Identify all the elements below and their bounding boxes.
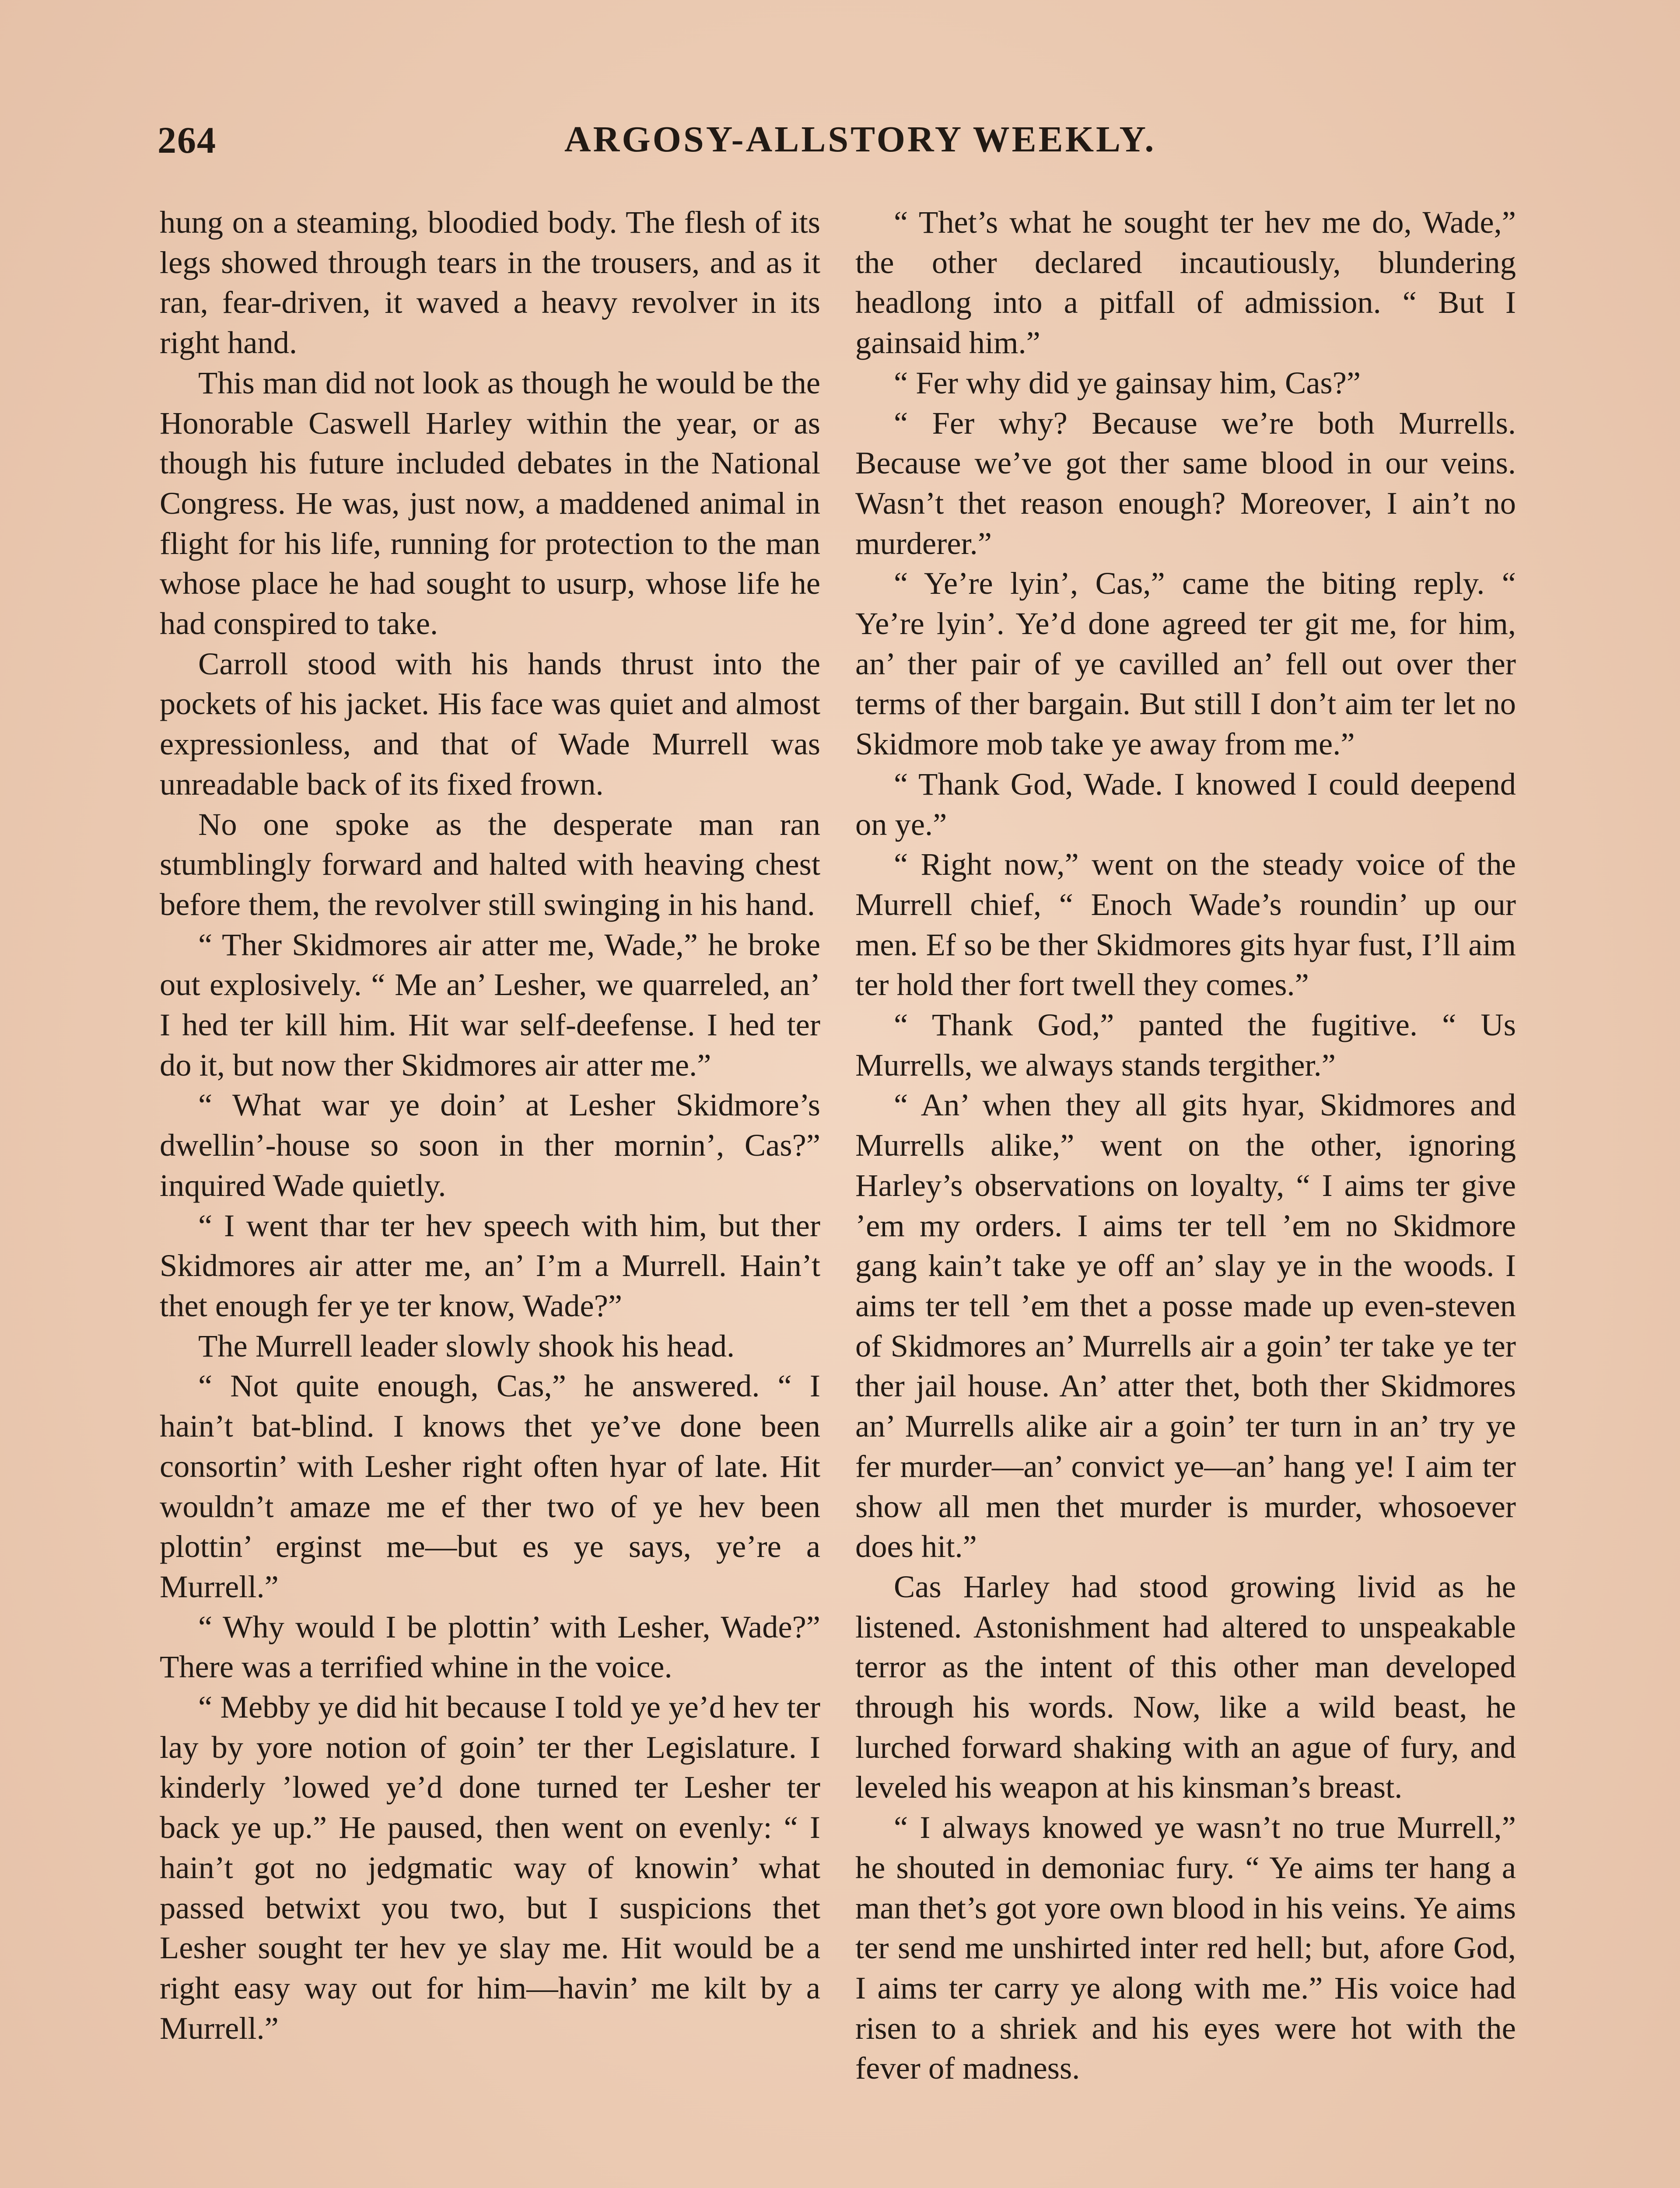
paragraph: “ Fer why did ye gainsay him, Cas?” bbox=[894, 365, 1361, 400]
paragraph: “ Why would I be plottin’ with Lesher, Wade?” There was a terrified whine in the voice. bbox=[160, 1609, 820, 1685]
paragraph: “ I went thar ter hev speech with him, but ther Skidmores air atter me, an’ I’m a Murrell. Hain’t thet enough fer ye ter know, Wade?” bbox=[160, 1207, 820, 1323]
paragraph: The Murrell leader slowly shook his head. bbox=[198, 1328, 735, 1364]
paragraph: “ An’ when they all gits hyar, Skidmores and Murrells alike,” went on the other, ignoring Harley’s observations on loyalty, “ I aims ter give ’em my orders. I aims ter tell ’em no Skidmore gang kain’t take ye off an’ slay ye in the woods. I aims ter tell ’em thet a posse made up even-steven of Skidmores an’ Murrells air a goin’ ter take ye ter ther jail house. An’ atter thet, both ther Skidmores an’ Murrells alike air a goin’ ter turn in an’ try ye fer murder—an’ convict ye—an’ hang ye! I aim ter show all men thet murder is murder, whosoever does hit.” bbox=[855, 1087, 1516, 1564]
paragraph: “ Mebby ye did hit because I told ye ye’d hev ter lay by yore notion of goin’ ter ther Legislature. I kinderly ’lowed ye’d done turned ter Lesher ter back ye up.” He paused, then went on evenly: “ I hain’t got no jedgmatic way of knowin’ what passed betwixt you two, but I suspicions thet Lesher sought ter hev ye slay me. Hit would be a right easy way out for him—havin’ me kilt by a Murrell.” bbox=[160, 1689, 820, 2046]
paragraph: “ Thet’s what he sought ter hev me do, Wade,” the other declared incautiously, blundering headlong into a pitfall of admission. “ But I gainsaid him.” bbox=[855, 204, 1516, 361]
paragraph: “ Ye’re lyin’, Cas,” came the biting reply. “ Ye’re lyin’. Ye’d done agreed ter git me, for him, an’ ther pair of ye cavilled an’ fell out over ther terms of ther bargain. But still I don’t aim ter let no Skidmore mob take ye away from me.” bbox=[855, 565, 1516, 762]
paragraph: “ Right now,” went on the steady voice of the Murrell chief, “ Enoch Wade’s roundin’ up our men. Ef so be ther Skidmores gits hyar fust, I’ll aim ter hold ther fort twell they comes.” bbox=[855, 846, 1516, 1003]
paragraph: “ Thank God,” panted the fugitive. “ Us Murrells, we always stands tergither.” bbox=[855, 1007, 1516, 1083]
paragraph: “ I always knowed ye wasn’t no true Murrell,” he shouted in demoniac fury. “ Ye aims ter hang a man thet’s got yore own blood in his veins. Ye aims ter send me unshirted inter red hell; but, afore God, I aims ter carry ye along with me.” His voice had risen to a shriek and his eyes were hot with the fever of madness. bbox=[855, 1809, 1516, 2086]
paragraph: “ Thank God, Wade. I knowed I could deepend on ye.” bbox=[855, 766, 1516, 842]
paragraph: This man did not look as though he would be the Honorable Caswell Harley within the year, or as though his future included debates in the National Congress. He was, just now, a maddened animal in flight for his life, running for protection to the man whose place he had sought to usurp, whose life he had conspired to take. bbox=[160, 365, 820, 642]
running-title: ARGOSY-ALLSTORY WEEKLY. bbox=[564, 119, 1156, 160]
paragraph: Carroll stood with his hands thrust into the pockets of his jacket. His face was quiet and almost expressionless, and that of Wade Murrell was unreadable back of its fixed frown. bbox=[160, 645, 820, 802]
paragraph: Cas Harley had stood growing livid as he listened. Astonishment had altered to unspeakable terror as the intent of this other man developed through his words. Now, like a wild beast, he lurched forward shaking with an ague of fury, and leveled his weapon at his kinsman’s breast. bbox=[855, 1568, 1516, 1805]
paragraph: “ Not quite enough, Cas,” he answered. “ I hain’t bat-blind. I knows thet ye’ve done been consortin’ with Lesher right often hyar of late. Hit wouldn’t amaze me ef ther two of ye hev been plottin’ erginst me—but es ye says, ye’re a Murrell.” bbox=[160, 1368, 820, 1604]
paragraph: No one spoke as the desperate man ran stumblingly forward and halted with heaving chest before them, the revolver still swinging in his hand. bbox=[160, 806, 820, 922]
right-column bbox=[855, 202, 1516, 2188]
left-column bbox=[160, 202, 820, 2188]
paragraph: hung on a steaming, bloodied body. The flesh of its legs showed through tears in the trousers, and as it ran, fear-driven, it waved a heavy revolver in its right hand. bbox=[160, 204, 820, 361]
paragraph: “ What war ye doin’ at Lesher Skidmore’s dwellin’-house so soon in ther mornin’, Cas?” inquired Wade quietly. bbox=[160, 1087, 820, 1203]
paragraph: “ Ther Skidmores air atter me, Wade,” he broke out explosively. “ Me an’ Lesher, we quarreled, an’ I hed ter kill him. Hit war self-deefense. I hed ter do it, but now ther Skidmores air atter me.” bbox=[160, 926, 820, 1083]
page-header bbox=[158, 118, 1540, 171]
paragraph: “ Fer why? Because we’re both Murrells. Because we’ve got ther same blood in our veins. Wasn’t thet reason enough? Moreover, I ain’t no murderer.” bbox=[855, 405, 1516, 561]
page-number: 264 bbox=[158, 119, 217, 161]
